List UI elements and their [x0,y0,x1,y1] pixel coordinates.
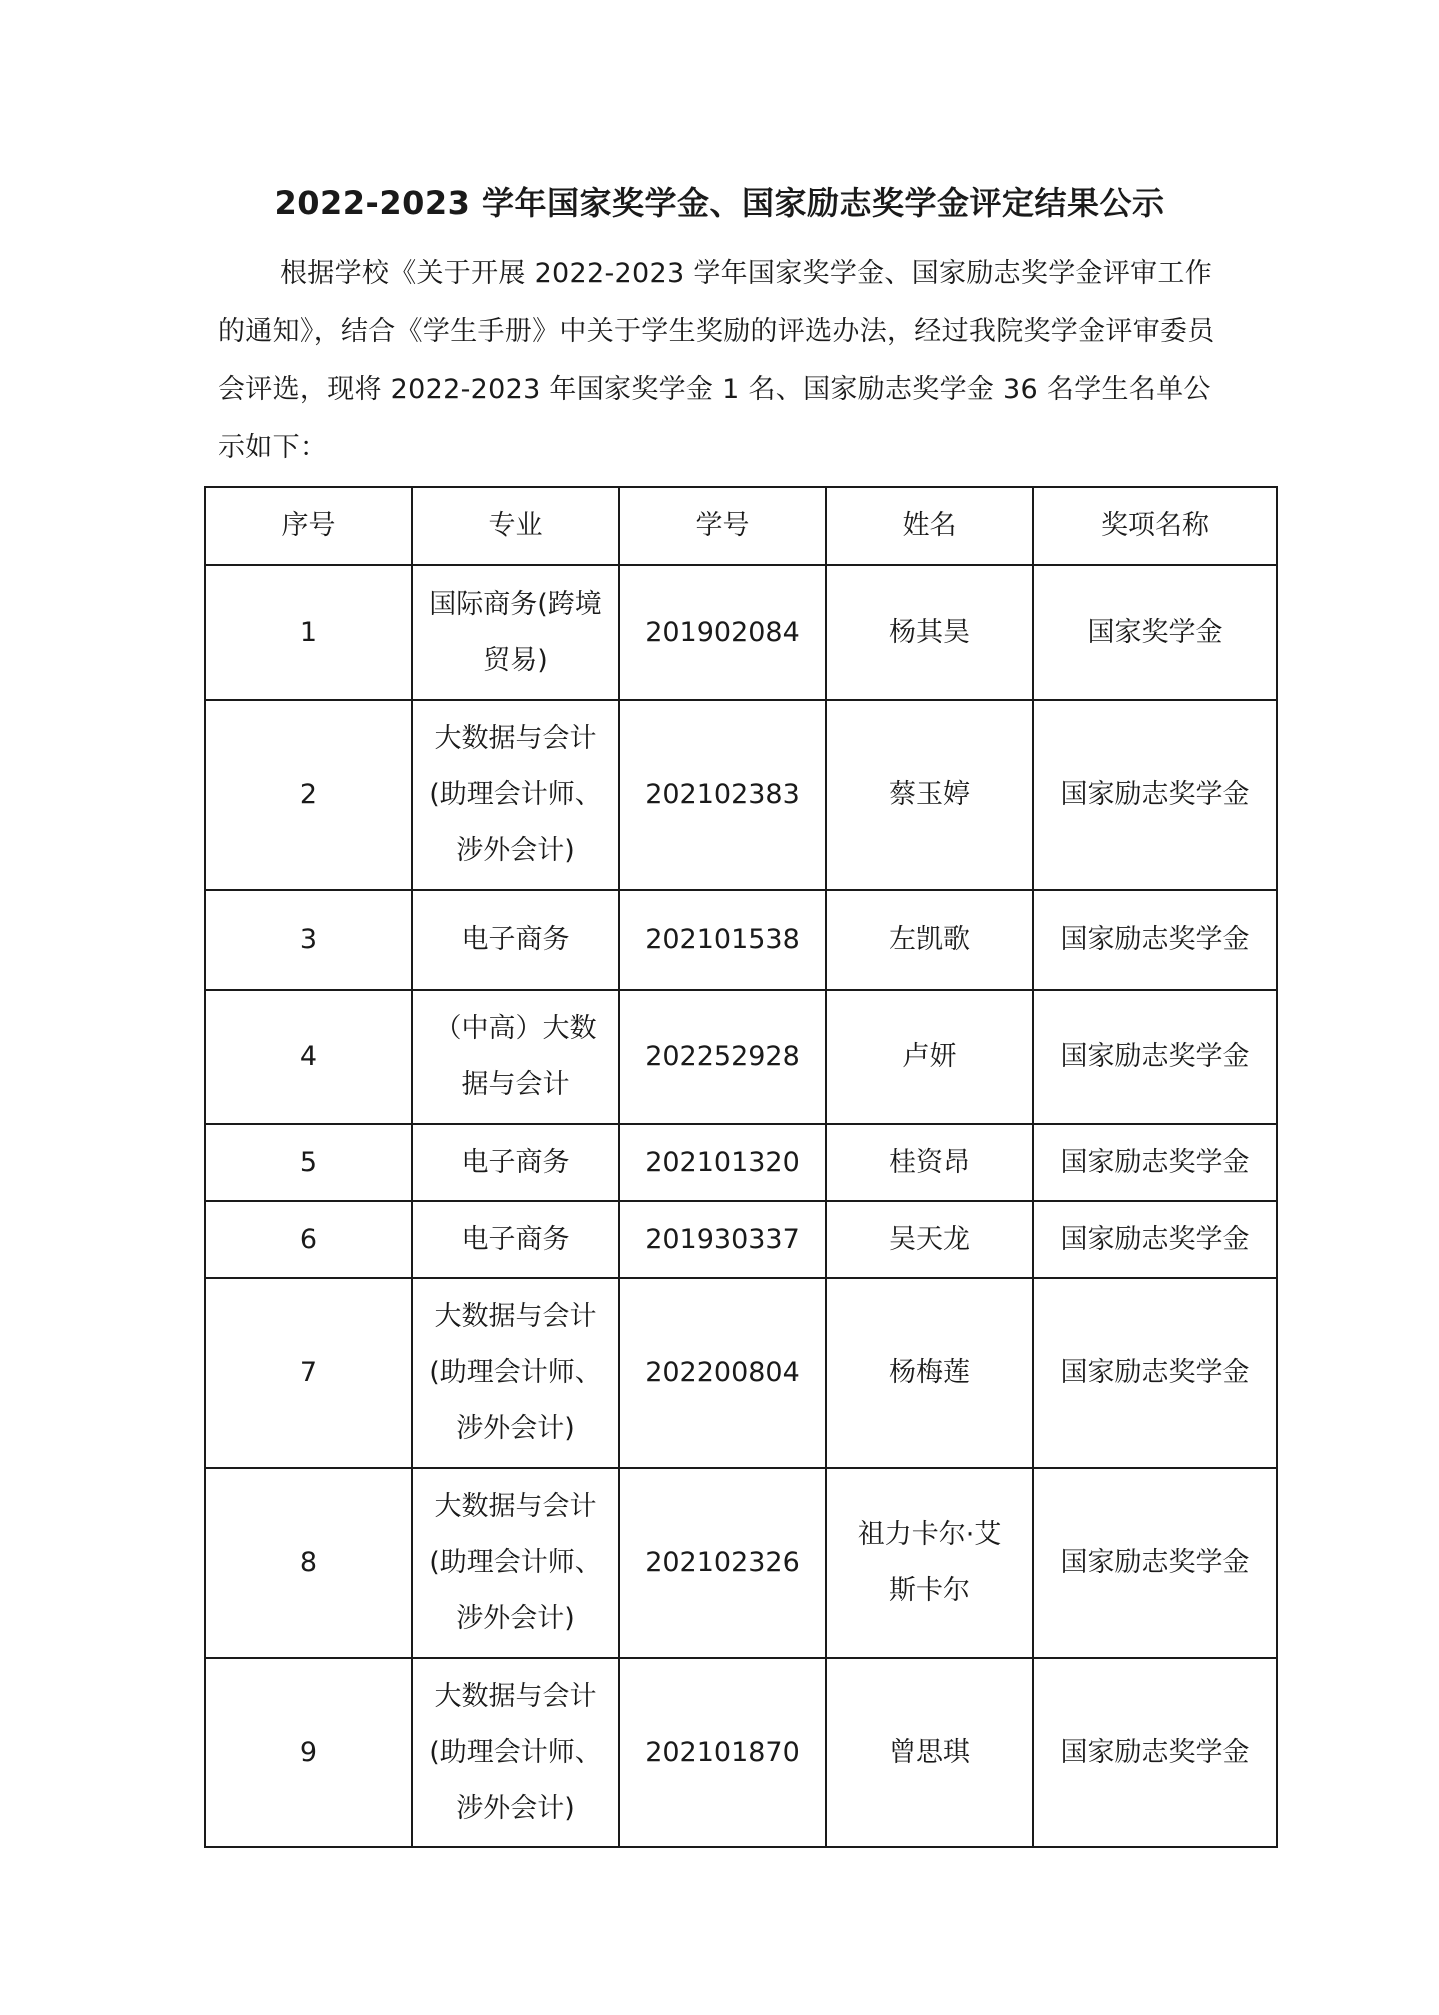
cell-index: 7 [205,1278,412,1468]
cell-student-id: 202200804 [619,1278,826,1468]
major-text: 大数据与会计(助理会计师、涉外会计) [429,1680,602,1824]
major-text: （中高）大数据与会计 [434,1013,597,1100]
cell-name [826,890,1033,990]
cell-major [412,1201,619,1278]
cell-award: 国家励志奖学金 [1033,1201,1277,1278]
cell-name [826,565,1033,700]
table-row [205,565,1277,700]
document-title: 2022-2023 学年国家奖学金、国家励志奖学金评定结果公示 [274,184,1165,222]
cell-award: 国家励志奖学金 [1033,1468,1277,1658]
cell-name [826,700,1033,890]
header-student-id: 学号 [619,487,826,565]
major-text: 电子商务 [461,924,570,955]
table-header-row [205,487,1277,565]
cell-major [412,1468,619,1658]
table-row [205,1278,1277,1468]
name-text: 卢妍 [902,1041,957,1072]
cell-student-id: 201902084 [619,565,826,700]
table-row [205,700,1277,890]
intro-paragraph: 根据学校《关于开展 2022-2023 学年国家奖学金、国家励志奖学金评审工作的通知》，结合《学生手册》中关于学生奖励的评选办法，经过我院奖学金评审委员会评选，现将 2022-2023 年国家奖学金 1 名、国家励志奖学金 36 名学生名单公示如下： [218,258,1215,463]
cell-name [826,990,1033,1124]
cell-name [826,1201,1033,1278]
cell-award: 国家奖学金 [1033,565,1277,700]
cell-award: 国家励志奖学金 [1033,1124,1277,1201]
cell-student-id: 202102383 [619,700,826,890]
cell-index: 2 [205,700,412,890]
header-major: 专业 [412,487,619,565]
major-text: 大数据与会计(助理会计师、涉外会计) [429,1301,602,1444]
name-text: 杨其昊 [889,616,970,648]
table-row [205,1658,1277,1847]
name-text: 桂资昂 [889,1146,970,1178]
cell-name [826,1124,1033,1201]
table-row [205,1201,1277,1278]
cell-major [412,1278,619,1468]
header-index: 序号 [205,487,412,565]
table-row [205,1124,1277,1201]
major-text: 电子商务 [461,1223,570,1255]
table-row [205,1468,1277,1658]
name-text: 祖力卡尔·艾斯卡尔 [857,1519,1002,1606]
name-text: 曾思琪 [889,1736,970,1768]
table-row [205,990,1277,1124]
cell-name [826,1468,1033,1658]
cell-award: 国家励志奖学金 [1033,990,1277,1124]
major-text: 大数据与会计(助理会计师、涉外会计) [429,723,602,866]
cell-index: 4 [205,990,412,1124]
table-row [205,890,1277,990]
cell-index: 1 [205,565,412,700]
header-award: 奖项名称 [1033,487,1277,565]
header-name: 姓名 [826,487,1033,565]
cell-student-id: 202101320 [619,1124,826,1201]
cell-student-id: 201930337 [619,1201,826,1278]
cell-student-id: 202252928 [619,990,826,1124]
name-text: 左凯歌 [889,924,970,955]
cell-major [412,990,619,1124]
cell-student-id: 202102326 [619,1468,826,1658]
name-text: 吴天龙 [889,1223,970,1255]
cell-name [826,1658,1033,1847]
cell-major [412,1124,619,1201]
cell-index: 6 [205,1201,412,1278]
award-table [204,486,1278,1848]
name-text: 蔡玉婷 [889,779,970,810]
cell-major [412,700,619,890]
cell-index: 3 [205,890,412,990]
cell-major [412,890,619,990]
cell-index: 8 [205,1468,412,1658]
cell-student-id: 202101870 [619,1658,826,1847]
cell-award: 国家励志奖学金 [1033,1658,1277,1847]
cell-major [412,565,619,700]
major-text: 电子商务 [461,1146,570,1178]
cell-award: 国家励志奖学金 [1033,700,1277,890]
major-text: 大数据与会计(助理会计师、涉外会计) [429,1491,602,1634]
cell-index: 9 [205,1658,412,1847]
cell-name [826,1278,1033,1468]
cell-award: 国家励志奖学金 [1033,1278,1277,1468]
major-text: 国际商务(跨境贸易) [429,588,602,676]
cell-award: 国家励志奖学金 [1033,890,1277,990]
cell-index: 5 [205,1124,412,1201]
cell-student-id: 202101538 [619,890,826,990]
name-text: 杨梅莲 [889,1357,970,1388]
cell-major [412,1658,619,1847]
